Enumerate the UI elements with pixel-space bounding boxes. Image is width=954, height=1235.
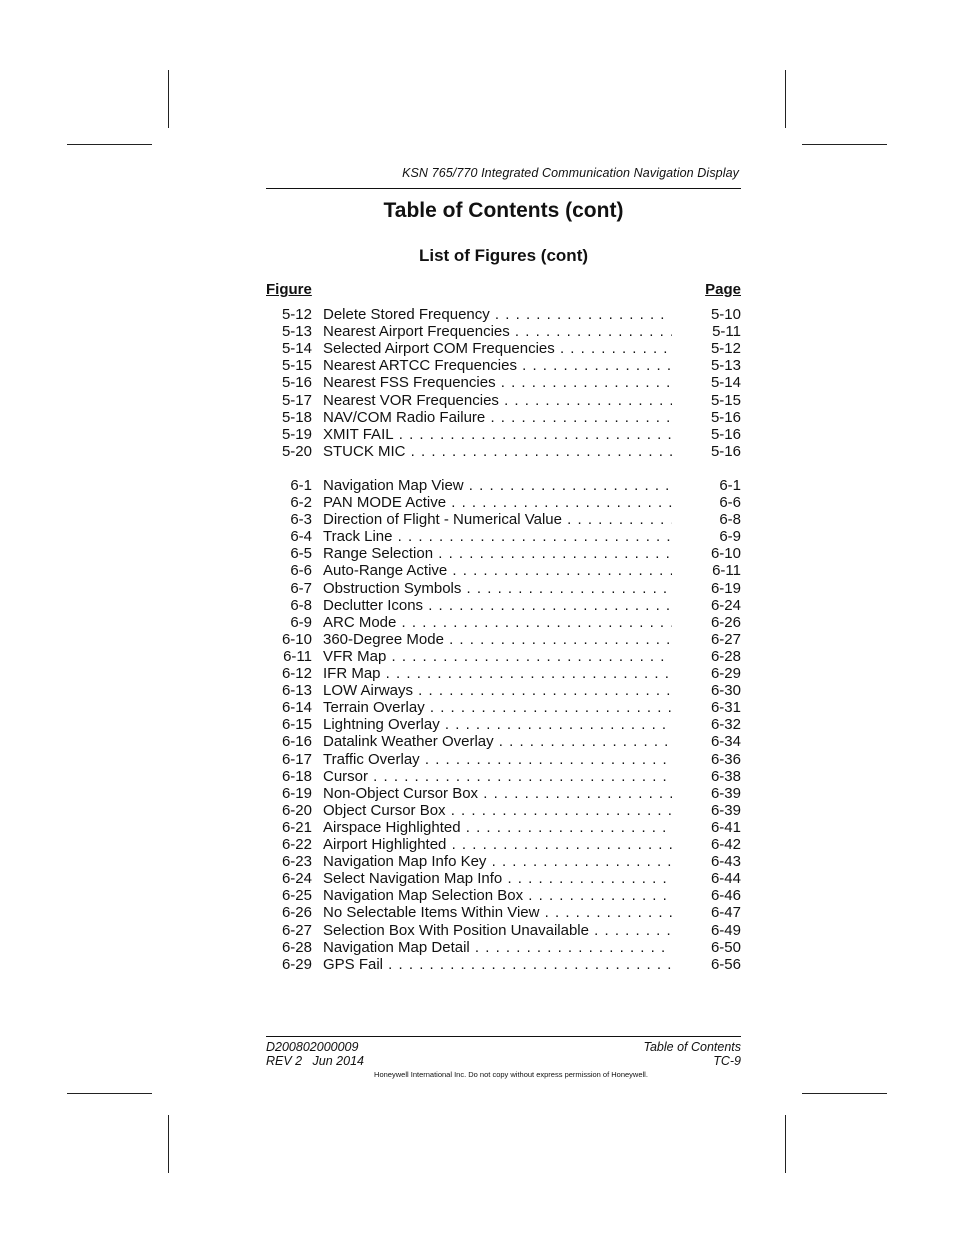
figure-page: 6-49 [710, 921, 741, 939]
crop-mark [168, 70, 169, 128]
figure-title: Direction of Flight - Numerical Value . . . [323, 511, 672, 528]
toc-entry[interactable] [266, 614, 741, 631]
crop-mark [67, 144, 152, 145]
figure-number: 6-11 [283, 647, 312, 665]
figure-page: 6-31 [710, 699, 741, 717]
figure-number: 6-2 [290, 494, 312, 511]
figure-number: 6-6 [290, 562, 312, 580]
crop-mark [802, 144, 887, 145]
figure-page: 6-1 [719, 476, 741, 494]
figure-page: 6-42 [710, 836, 741, 853]
figure-page: 6-41 [710, 818, 741, 836]
footer-doc-number: D200802000009 [266, 1040, 359, 1054]
figure-number: 6-13 [281, 682, 312, 700]
figure-title: GPS Fail . . . [323, 956, 672, 973]
figure-page: 6-24 [710, 596, 741, 614]
figure-title: Selected Airport COM Frequencies . . . [323, 340, 672, 357]
figure-number: 5-12 [281, 306, 312, 323]
toc-entry[interactable] [266, 392, 741, 409]
figure-title: Navigation Map Detail . . . [323, 939, 672, 956]
toc-entry[interactable] [266, 836, 741, 853]
figure-number: 5-13 [281, 323, 312, 341]
figure-page: 6-30 [710, 682, 741, 700]
figure-number: 6-3 [290, 511, 312, 529]
figure-number: 6-20 [281, 801, 312, 819]
toc-entry[interactable] [266, 904, 741, 921]
toc-entry[interactable] [266, 511, 741, 528]
figure-title: LOW Airways . . . [323, 682, 672, 699]
figure-title: Navigation Map View . . . [323, 477, 672, 494]
figure-number: 6-17 [281, 750, 312, 768]
figure-number: 5-17 [281, 391, 312, 409]
figure-page: 6-27 [710, 630, 741, 648]
figure-title: Nearest FSS Frequencies . . . [323, 374, 672, 391]
figure-title: Navigation Map Selection Box . . . [323, 887, 672, 904]
toc-entry[interactable] [266, 648, 741, 665]
figure-page: 6-34 [710, 733, 741, 751]
figure-page: 5-12 [710, 340, 741, 358]
figure-page: 6-11 [712, 562, 741, 580]
toc-entry[interactable] [266, 939, 741, 956]
toc-entry[interactable] [266, 477, 741, 494]
toc-entry[interactable] [266, 374, 741, 391]
toc-entry[interactable] [266, 323, 741, 340]
figure-page: 6-6 [719, 494, 741, 511]
figure-number: 5-19 [281, 425, 312, 443]
figure-page: 6-19 [710, 579, 741, 597]
figure-number: 6-25 [281, 887, 312, 905]
footer-rule [266, 1036, 741, 1037]
toc-entry[interactable] [266, 922, 741, 939]
crop-mark [785, 70, 786, 128]
figure-title: VFR Map . . . [323, 648, 672, 665]
figure-number: 6-29 [281, 955, 312, 973]
figure-number: 5-20 [281, 442, 312, 460]
figure-page: 6-10 [710, 545, 741, 563]
figure-number: 5-16 [281, 374, 312, 392]
section-title: List of Figures (cont) [418, 246, 589, 265]
toc-entry[interactable] [266, 631, 741, 648]
figure-title: Nearest VOR Frequencies . . . [323, 392, 672, 409]
figure-title: Non-Object Cursor Box . . . [323, 785, 672, 802]
figure-page: 6-39 [710, 801, 741, 819]
toc-entry[interactable] [266, 426, 741, 443]
figure-page: 5-13 [710, 357, 741, 375]
figure-page: 5-15 [710, 391, 741, 409]
figure-title: IFR Map . . . [323, 665, 672, 682]
figure-number: 6-24 [281, 870, 312, 888]
figure-page: 6-8 [719, 511, 741, 529]
figure-title: Delete Stored Frequency . . . [323, 306, 672, 323]
toc-entry[interactable] [266, 768, 741, 785]
toc-entry[interactable] [266, 819, 741, 836]
figure-page: 5-16 [710, 408, 741, 426]
footer-section: Table of Contents [643, 1040, 741, 1054]
figure-number: 6-16 [281, 733, 312, 751]
figure-page: 6-36 [710, 750, 741, 768]
figure-title: Navigation Map Info Key . . . [323, 853, 672, 870]
document-header-title: KSN 765/770 Integrated Communication Navigation Display [402, 166, 739, 180]
figure-number: 6-27 [281, 921, 312, 939]
figure-number: 6-18 [281, 767, 312, 785]
figure-page: 5-10 [710, 306, 741, 323]
toc-entry[interactable] [266, 956, 741, 973]
figure-title: Datalink Weather Overlay . . . [323, 733, 672, 750]
figure-title: STUCK MIC . . . [323, 443, 672, 460]
figure-title: Terrain Overlay . . . [323, 699, 672, 716]
figure-title: Object Cursor Box . . . [323, 802, 672, 819]
figure-title: ARC Mode . . . [323, 614, 672, 631]
toc-entry[interactable] [266, 751, 741, 768]
figure-title: Auto-Range Active . . . [323, 562, 672, 579]
figure-page: 5-16 [710, 442, 741, 460]
toc-entry[interactable] [266, 887, 741, 904]
figure-page: 6-43 [710, 853, 741, 871]
figure-number: 6-15 [281, 716, 312, 734]
figure-number: 6-9 [290, 613, 312, 631]
figure-title: Traffic Overlay . . . [323, 751, 672, 768]
figure-number: 6-22 [281, 836, 312, 853]
crop-mark [785, 1115, 786, 1173]
figure-number: 6-28 [281, 938, 312, 956]
figure-number: 6-4 [290, 528, 312, 546]
figure-number: 5-15 [281, 357, 312, 375]
figure-page: 6-38 [710, 767, 741, 785]
toc-entry[interactable] [266, 870, 741, 887]
figure-number: 6-7 [290, 579, 312, 597]
figure-title: Select Navigation Map Info . . . [323, 870, 672, 887]
figure-number: 5-14 [281, 340, 312, 358]
figure-title: Airport Highlighted . . . [323, 836, 672, 853]
toc-entry[interactable] [266, 443, 741, 460]
crop-mark [67, 1093, 152, 1094]
figure-page: 6-28 [710, 647, 741, 665]
toc-entry[interactable] [266, 802, 741, 819]
figure-page: 6-56 [710, 955, 741, 973]
page-title: Table of Contents (cont) [383, 199, 624, 222]
figure-page: 5-11 [712, 323, 741, 341]
figure-page: 6-46 [710, 887, 741, 905]
figure-title: No Selectable Items Within View . . . [323, 904, 672, 921]
crop-mark [168, 1115, 169, 1173]
figure-page: 5-14 [710, 374, 741, 392]
toc-entry[interactable] [266, 357, 741, 374]
footer-page-number: TC-9 [713, 1054, 741, 1068]
toc-entry[interactable] [266, 597, 741, 614]
figure-number: 6-23 [281, 853, 312, 871]
figure-number: 6-26 [281, 904, 312, 922]
page-column-header: Page [705, 281, 741, 298]
figure-page: 6-47 [710, 904, 741, 922]
figure-page: 5-16 [710, 425, 741, 443]
figure-number: 6-5 [290, 545, 312, 563]
figure-title: Track Line . . . [323, 528, 672, 545]
list-of-figures [266, 306, 741, 973]
figure-number: 6-1 [290, 476, 312, 494]
figure-number: 6-19 [281, 784, 312, 802]
figure-number: 5-18 [281, 408, 312, 426]
toc-entry[interactable] [266, 528, 741, 545]
toc-entry[interactable] [266, 853, 741, 870]
figure-title: Cursor . . . [323, 768, 672, 785]
figure-title: XMIT FAIL . . . [323, 426, 672, 443]
toc-entry[interactable] [266, 665, 741, 682]
toc-entry[interactable] [266, 409, 741, 426]
figure-page: 6-9 [719, 528, 741, 546]
figure-title: Nearest Airport Frequencies . . . [323, 323, 672, 340]
figure-title: Airspace Highlighted . . . [323, 819, 672, 836]
figure-page: 6-44 [710, 870, 741, 888]
crop-mark [802, 1093, 887, 1094]
figure-title: Nearest ARTCC Frequencies . . . [323, 357, 672, 374]
toc-entry[interactable] [266, 733, 741, 750]
figure-page: 6-29 [710, 665, 741, 682]
figure-number: 6-14 [281, 699, 312, 717]
toc-entry[interactable] [266, 340, 741, 357]
figure-number: 6-21 [281, 818, 312, 836]
toc-entry[interactable] [266, 580, 741, 597]
figure-page: 6-32 [710, 716, 741, 734]
toc-entry[interactable] [266, 716, 741, 733]
footer-copyright: Honeywell International Inc. Do not copy without express permission of Honeywell. [374, 1070, 648, 1079]
toc-entry[interactable] [266, 494, 741, 511]
figure-title: Obstruction Symbols . . . [323, 580, 672, 597]
figure-page: 6-50 [710, 938, 741, 956]
figure-number: 6-8 [290, 596, 312, 614]
figure-title: NAV/COM Radio Failure . . . [323, 409, 672, 426]
figure-title: Lightning Overlay . . . [323, 716, 672, 733]
toc-entry[interactable] [266, 682, 741, 699]
toc-entry[interactable] [266, 545, 741, 562]
figure-number: 6-10 [281, 630, 312, 648]
toc-entry[interactable] [266, 785, 741, 802]
figure-title: Declutter Icons . . . [323, 597, 672, 614]
header-rule [266, 188, 741, 189]
toc-entry[interactable] [266, 562, 741, 579]
figure-title: Selection Box With Position Unavailable . . . [323, 922, 672, 939]
figure-page: 6-26 [710, 613, 741, 631]
figure-column-header: Figure [266, 281, 312, 298]
toc-entry[interactable] [266, 306, 741, 323]
figure-title: 360-Degree Mode . . . [323, 631, 672, 648]
footer-revision: REV 2 Jun 2014 [266, 1054, 364, 1068]
toc-entry[interactable] [266, 699, 741, 716]
figure-number: 6-12 [281, 665, 312, 682]
figure-page: 6-39 [710, 784, 741, 802]
figure-title: Range Selection . . . [323, 545, 672, 562]
figure-title: PAN MODE Active . . . [323, 494, 672, 511]
